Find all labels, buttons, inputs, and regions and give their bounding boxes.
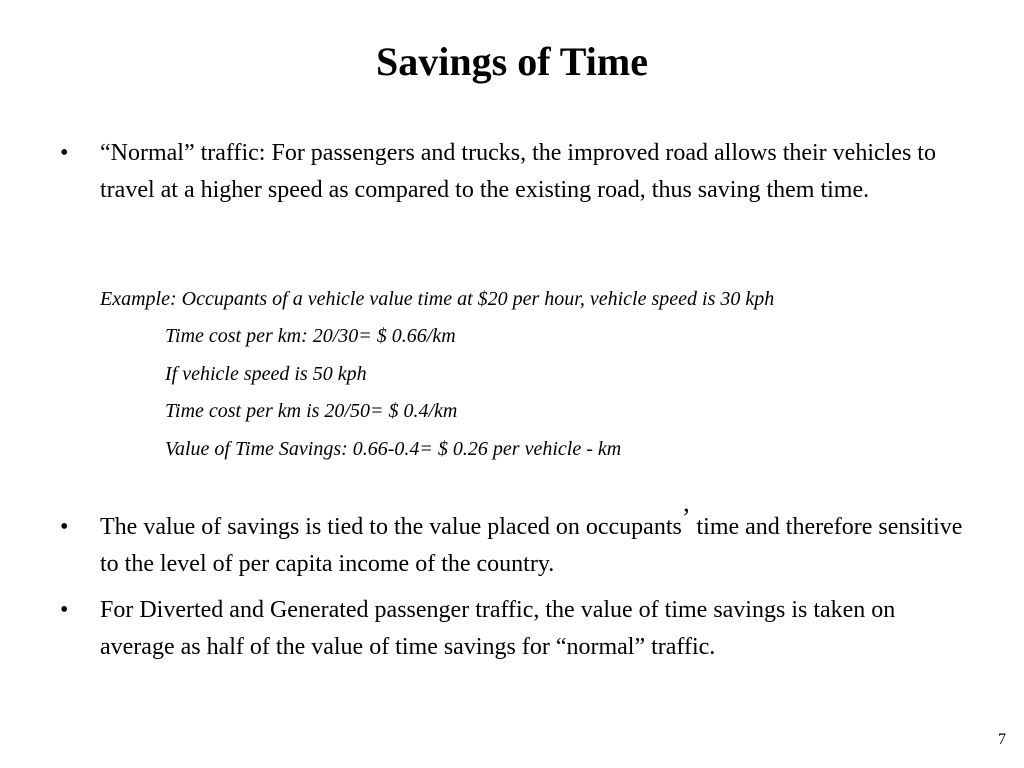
apostrophe-mark: ’	[681, 503, 691, 532]
page-number: 7	[998, 731, 1006, 748]
bullet-text: “Normal” traffic: For passengers and trucks, the improved road allows their vehicles to travel at a higher speed as compared to the existing road, thus saving them time.	[100, 140, 936, 203]
bullet-marker: •	[60, 140, 69, 166]
bullet-text-part: The value of savings is tied to the value placed on occupants	[100, 514, 682, 540]
example-intro: Example: Occupants of a vehicle value time at $20 per hour, vehicle speed is 30 kph	[100, 288, 775, 310]
example-line-time-cost-50: Time cost per km is 20/50= $ 0.4/km	[165, 400, 458, 422]
bullet-text	[100, 503, 970, 583]
bullet-value-of-savings	[60, 503, 970, 583]
slide-title: Savings of Time	[376, 39, 648, 84]
example-line-value-savings: Value of Time Savings: 0.66-0.4= $ 0.26 per vehicle - km	[165, 438, 622, 460]
bullet-marker: •	[60, 597, 69, 623]
example-line-time-cost-30: Time cost per km: 20/30= $ 0.66/km	[165, 325, 456, 347]
bullet-text: For Diverted and Generated passenger traffic, the value of time savings is taken on average as half of the value of time savings for “normal” traffic.	[100, 597, 896, 660]
bullet-text-part: time and therefore sensitive to the level of per capita income of the country.	[100, 514, 963, 577]
bullet-marker: •	[60, 514, 69, 540]
bullet-diverted-generated	[60, 592, 970, 666]
bullet-normal-traffic	[60, 135, 970, 209]
example-line-speed-50: If vehicle speed is 50 kph	[165, 363, 367, 385]
